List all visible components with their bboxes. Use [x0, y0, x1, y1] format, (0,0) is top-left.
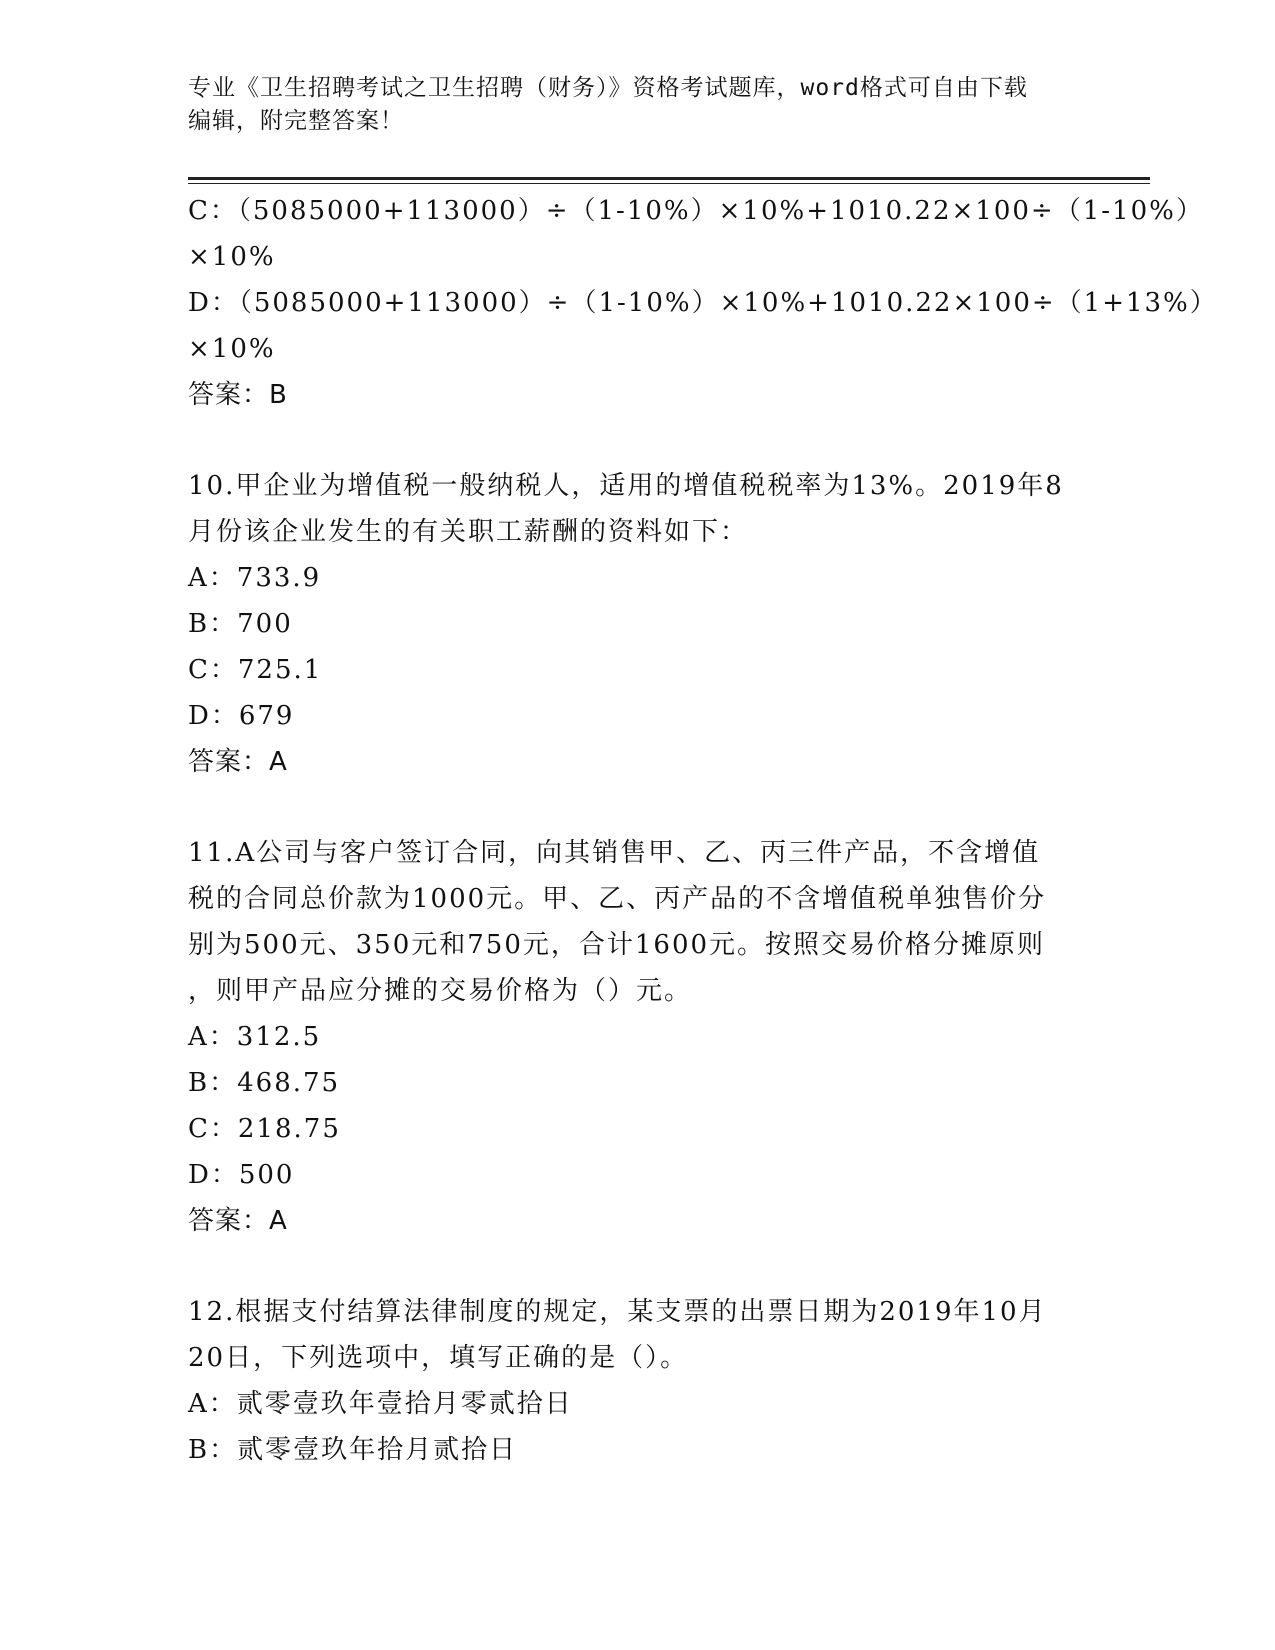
- question-stem-line: 税的合同总价款为1000元。甲、乙、丙产品的不含增值税单独售价分: [188, 884, 1047, 914]
- option-b: B：468.75: [188, 1068, 341, 1098]
- question-stem-line: 12.根据支付结算法律制度的规定，某支票的出票日期为2019年10月: [188, 1297, 1047, 1327]
- option-c: C：725.1: [188, 655, 323, 685]
- question-stem-line: 20日，下列选项中，填写正确的是（）。: [188, 1343, 689, 1373]
- header-line-2: 编辑，附完整答案！: [188, 108, 404, 134]
- question-stem-line: 11.A公司与客户签订合同，向其销售甲、乙、丙三件产品，不含增值: [188, 838, 1041, 868]
- option-a: A：贰零壹玖年壹拾月零贰拾日: [188, 1389, 573, 1419]
- answer-label: 答案：B: [188, 380, 288, 410]
- header-line-1: 专业《卫生招聘考试之卫生招聘（财务）》资格考试题库，word格式可自由下载: [188, 75, 1028, 101]
- question-12: [188, 1289, 1088, 1473]
- answer-label: 答案：A: [188, 1206, 288, 1236]
- option-c-line-1: C：（5085000+113000）÷（1-10%）×10%+1010.22×100÷（1-10%）: [188, 196, 1204, 226]
- option-c: C：218.75: [188, 1114, 341, 1144]
- header-divider-thick: [188, 177, 1150, 180]
- document-body: [188, 188, 1218, 1473]
- option-d-line-1: D：（5085000+113000）÷（1-10%）×10%+1010.22×100÷（1+13%）: [188, 288, 1218, 318]
- option-c-line-2: ×10%: [188, 242, 276, 272]
- header-divider-thin: [188, 183, 1150, 184]
- option-d-line-2: ×10%: [188, 334, 276, 364]
- question-stem-line: 10.甲企业为增值税一般纳税人，适用的增值税税率为13%。2019年8: [188, 471, 1064, 501]
- question-10: [188, 463, 1088, 785]
- answer-label: 答案：A: [188, 747, 288, 777]
- option-d: D：679: [188, 701, 295, 731]
- option-b: B：贰零壹玖年拾月贰拾日: [188, 1435, 518, 1465]
- option-a: A：312.5: [188, 1022, 322, 1052]
- option-d: D：500: [188, 1160, 295, 1190]
- question-9-tail: [188, 188, 1218, 418]
- question-stem-line: ，则甲产品应分摊的交易价格为（）元。: [188, 976, 693, 1006]
- question-stem-line: 别为500元、350元和750元，合计1600元。按照交易价格分摊原则: [188, 930, 1046, 960]
- option-b: B：700: [188, 609, 293, 639]
- document-header: [188, 72, 1088, 138]
- option-a: A：733.9: [188, 563, 322, 593]
- question-stem-line: 月份该企业发生的有关职工薪酬的资料如下：: [188, 517, 749, 547]
- spacer: [188, 1244, 1088, 1289]
- question-11: [188, 830, 1088, 1244]
- spacer: [188, 785, 1088, 830]
- spacer: [188, 418, 1088, 463]
